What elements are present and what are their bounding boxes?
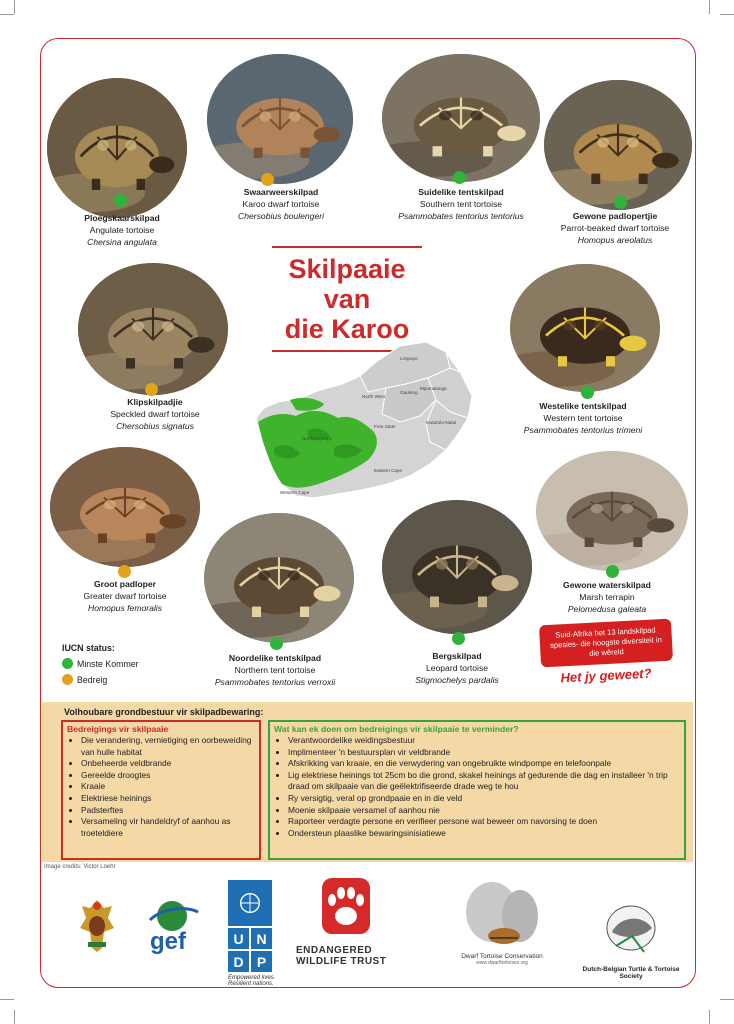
crop-mark	[14, 0, 25, 14]
crop-mark	[720, 999, 734, 1010]
tortoise-caption-marsh	[532, 579, 682, 615]
tortoise-photo-karoo-dwarf	[207, 54, 353, 184]
iucn-status-dot-parrot-beaked	[614, 196, 627, 209]
scientific-name: Psammobates tentorius trimeni	[523, 425, 643, 435]
tortoise-caption-greater-dwarf	[50, 578, 200, 614]
tortoise-photo-western-tent	[510, 264, 660, 392]
legend-threatened-label: Bedreig	[77, 674, 108, 685]
tortoise-caption-northern-tent	[200, 652, 350, 688]
title-text	[262, 254, 432, 344]
tortoise-photo-leopard	[382, 500, 532, 634]
green-status-dot	[62, 658, 73, 669]
iucn-status-dot-southern-tent	[453, 171, 466, 184]
english-name: Northern tent tortoise	[234, 665, 316, 675]
undp-tagline-1: Empowered lives.	[228, 975, 276, 981]
afrikaans-name: Swaarweerskilpad	[243, 187, 319, 197]
english-name: Speckled dwarf tortoise	[110, 409, 200, 419]
action-item: • Lig elektriese heinings tot 25cm bo die grond, skakel heinings af gedurende die dag en installeer 'n trip draad om skilpaaie van die geëlektrifiseerde drade weg te hou	[288, 770, 680, 793]
tortoise-photo-northern-tent	[204, 513, 354, 643]
sa-coat-of-arms-logo	[74, 896, 120, 956]
afrikaans-name: Westelike tentskilpad	[539, 401, 627, 411]
undp-letter-tile: U	[228, 928, 249, 949]
tortoise-caption-angulate	[52, 212, 192, 248]
iucn-status-dot-northern-tent	[270, 637, 283, 650]
dbtts-logo	[576, 876, 686, 980]
crop-mark	[709, 0, 720, 14]
gef-wordmark: gef	[150, 928, 186, 955]
iucn-status-dot-speckled	[145, 383, 158, 396]
crop-mark	[709, 1010, 720, 1024]
afrikaans-name: Bergskilpad	[432, 651, 482, 661]
tortoise-caption-southern-tent	[386, 186, 536, 222]
afrikaans-name: Klipskilpadjie	[127, 397, 183, 407]
map-label-kwazulu-natal: KwaZulu-Natal	[426, 420, 457, 425]
undp-logo	[228, 880, 276, 987]
tortoise-photo-greater-dwarf	[50, 447, 200, 567]
scientific-name: Homopus areolatus	[577, 235, 653, 245]
undp-letter-tile: P	[251, 951, 272, 972]
afrikaans-name: Suidelike tentskilpad	[418, 187, 504, 197]
action-item: • Moenie skilpaaie versamel of aanhou nie	[288, 805, 680, 817]
english-name: Western tent tortoise	[543, 413, 623, 423]
english-name: Parrot-beaked dwarf tortoise	[560, 223, 670, 233]
threats-list	[63, 735, 259, 839]
fact-bubble: Suid-Afrika het 13 landskilpad spesies- die hoogste diversiteit in die wêreld	[539, 619, 673, 668]
threats-box	[61, 720, 261, 860]
threat-item: • Die verandering, vernietiging en oorbeweiding van hulle habitat	[81, 735, 255, 758]
map-label-limpopo: Limpopo	[400, 356, 418, 361]
iucn-status-dot-leopard	[452, 632, 465, 645]
afrikaans-name: Gewone waterskilpad	[563, 580, 651, 590]
iucn-status-dot-angulate	[114, 194, 127, 207]
tortoise-caption-karoo-dwarf	[206, 186, 356, 222]
afrikaans-name: Noordelike tentskilpad	[228, 653, 322, 663]
legend-least-concern-label: Minste Kommer	[77, 658, 139, 669]
undp-letter-tile: D	[228, 951, 249, 972]
action-item: • Raporteer verdagte persone en verifieer persone wat beweer om navorsing te doen	[288, 816, 680, 828]
tortoise-caption-speckled	[80, 396, 230, 432]
title-line-2: die Karoo	[284, 314, 410, 344]
tortoise-photo-speckled	[78, 263, 228, 395]
legend-least-concern	[62, 658, 139, 669]
action-item: • Afskrikking van kraaie, en die verwydering van ongebruikte windpompe en telefoonpale	[288, 758, 680, 770]
map-label-free-state: Free State	[374, 424, 396, 429]
iucn-status-dot-karoo-dwarf	[261, 173, 274, 186]
afrikaans-name: Ploegskaarskilpad	[84, 213, 160, 223]
action-item: • Verantwoordelike weidingsbestuur	[288, 735, 680, 747]
map-label-western-cape: Western Cape	[280, 490, 310, 495]
map-label-north-west: North West	[362, 394, 385, 399]
crop-mark	[0, 14, 14, 25]
scientific-name: Pelomedusa galeata	[567, 604, 647, 614]
ewt-text-1: ENDANGERED	[296, 945, 373, 956]
fact-question: Het jy geweet?	[560, 665, 652, 686]
did-you-know-callout	[540, 622, 672, 686]
crop-mark	[14, 1010, 25, 1024]
legend-threatened	[62, 674, 139, 685]
un-emblem	[228, 880, 272, 926]
scientific-name: Psammobates tentorius tentorius	[398, 211, 524, 221]
threat-item: • Padsterftes	[81, 805, 255, 817]
tortoise-photo-southern-tent	[382, 54, 540, 182]
actions-list	[270, 735, 684, 839]
poster-title	[262, 246, 432, 352]
scientific-name: Psammobates tentorius verroxii	[214, 677, 336, 687]
ewt-text-2: WILDLIFE TRUST	[296, 956, 387, 967]
english-name: Angulate tortoise	[89, 225, 155, 235]
afrikaans-name: Gewone padlopertjie	[572, 211, 658, 221]
south-africa-map	[250, 338, 482, 506]
map-label-eastern-cape: Eastern Cape	[374, 468, 403, 473]
english-name: Greater dwarf tortoise	[83, 591, 167, 601]
threat-item: • Versameling vir handeldryf of aanhou as troeteldiere	[81, 816, 255, 839]
iucn-legend	[62, 643, 139, 685]
image-credit: Image credits: Victor Loehr	[44, 864, 116, 870]
tortoise-caption-leopard	[382, 650, 532, 686]
english-name: Marsh terrapin	[579, 592, 635, 602]
iucn-status-dot-marsh	[606, 565, 619, 578]
crop-mark	[720, 14, 734, 25]
management-panel	[42, 702, 693, 862]
orange-status-dot	[62, 674, 73, 685]
actions-box	[268, 720, 686, 860]
tortoise-photo-marsh	[536, 451, 688, 571]
action-item: • Ry versigtig, veral op grondpaaie en in die veld	[288, 793, 680, 805]
scientific-name: Chersina angulata	[87, 237, 157, 247]
title-line-1: Skilpaaie van	[288, 254, 406, 314]
tortoise-caption-parrot-beaked	[540, 210, 690, 246]
threat-item: • Kraaie	[81, 781, 255, 793]
iucn-status-dot-greater-dwarf	[118, 565, 131, 578]
crop-mark	[0, 999, 14, 1010]
dwarf-tortoise-conservation-logo	[452, 878, 552, 968]
dtc-name: Dwarf Tortoise Conservation	[461, 953, 543, 960]
ewt-logo	[296, 878, 396, 974]
iucn-status-dot-western-tent	[581, 386, 594, 399]
dtc-url: www.dwarftortoises.org	[476, 960, 528, 966]
threat-item: • Onbeheerde veldbrande	[81, 758, 255, 770]
action-item: • Implimenteer 'n bestuursplan vir veldbrande	[288, 747, 680, 759]
threats-heading: Bedreigings vir skilpaaie	[67, 724, 169, 734]
management-heading: Volhoubare grondbestuur vir skilpadbewaring:	[64, 707, 264, 717]
tortoise-photo-parrot-beaked	[544, 80, 692, 210]
gef-logo	[140, 894, 202, 956]
scientific-name: Homopus femoralis	[87, 603, 163, 613]
map-label-mpumalanga: Mpumalanga	[420, 386, 447, 391]
map-label-northern-cape: Northern Cape	[302, 436, 333, 441]
scientific-name: Chersobius signatus	[116, 421, 194, 431]
undp-tagline-2: Resilient nations.	[228, 981, 274, 987]
english-name: Leopard tortoise	[425, 663, 489, 673]
scientific-name: Stigmochelys pardalis	[415, 675, 499, 685]
english-name: Southern tent tortoise	[419, 199, 503, 209]
scientific-name: Chersobius boulengeri	[238, 211, 324, 221]
actions-heading: Wat kan ek doen om bedreigings vir skilpaaie te verminder?	[274, 724, 519, 734]
action-item: • Ondersteun plaaslike bewaringsinisiatiewe	[288, 828, 680, 840]
afrikaans-name: Groot padloper	[93, 579, 157, 589]
paw-print-icon	[296, 878, 396, 938]
tortoise-caption-western-tent	[508, 400, 658, 436]
english-name: Karoo dwarf tortoise	[242, 199, 320, 209]
threat-item: • Elektriese heinings	[81, 793, 255, 805]
undp-letter-tile: N	[251, 928, 272, 949]
map-label-gauteng: Gauteng	[400, 390, 418, 395]
threat-item: • Gereelde droogtes	[81, 770, 255, 782]
dbtts-name: Dutch-Belgian Turtle & Tortoise Society	[582, 966, 680, 980]
iucn-heading: IUCN status:	[62, 643, 115, 653]
